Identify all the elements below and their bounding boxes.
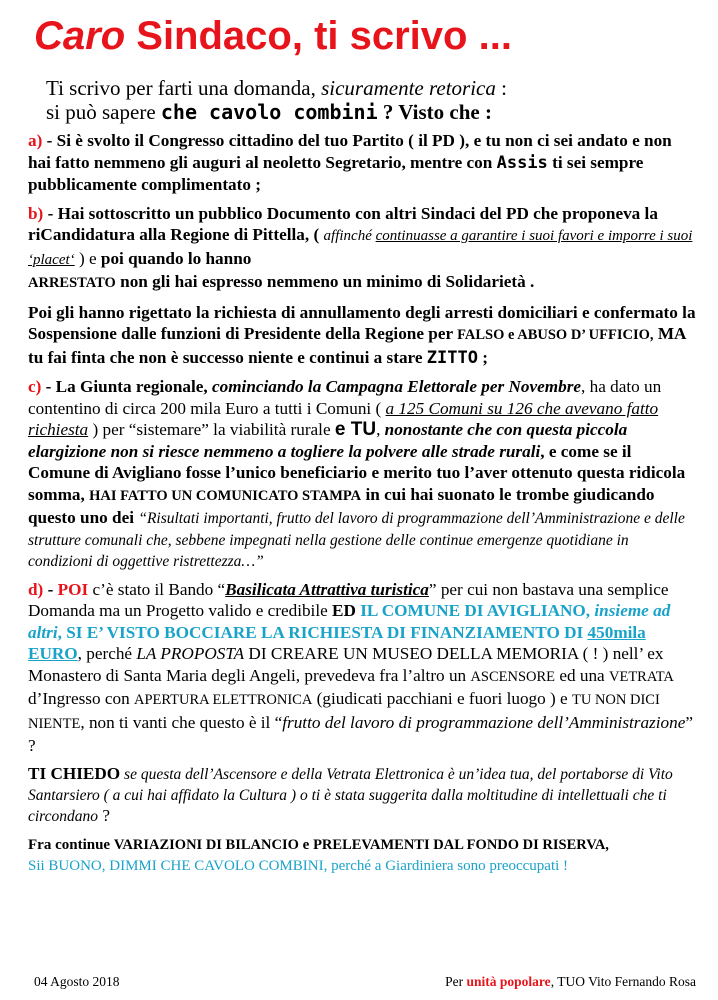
point-letter: c) [28, 377, 42, 396]
point-italic: a 125 Comuni su 126 che avevano fatto richiesta [28, 398, 659, 439]
point-text: Poi gli hanno rigettato la richiesta di annullamento degli arresti domiciliari e confermato la Sospensione dalle funzioni di Presidente della Regione per [28, 302, 696, 343]
point-text: - Si è svolto il Congresso cittadino del tuo Partito ( il PD ), e tu non ci sei andato e non hai fatto nemmeno gli auguri al neoletto Segretario, mentre con [28, 131, 672, 172]
point-text: ; [477, 347, 489, 367]
point-text: ) per “sistemare” la viabilità rurale [88, 420, 335, 439]
point-caps: ASCENSORE [470, 668, 556, 685]
point-text: , [376, 420, 385, 439]
point-text: ti sei sempre pubblicamente complimentato ; [28, 152, 644, 194]
point-text: ” per cui non bastava una semplice Domanda ma un Progetto valido e credibile [28, 579, 669, 620]
footer [34, 974, 696, 990]
point-caps: ARRESTATO [28, 275, 116, 291]
footer-unita: unità popolare [466, 974, 551, 989]
question-text: se questa dell’Ascensore e della Vetrata Elettronica è un’idea tua, del portaborse di Vito Santarsiero ( a cui hai affidato la Cultura ) o ti è stata suggerita dalla moltitudine di intellettuali che ti circondano [28, 765, 673, 825]
point-text: non gli hai espresso nemmeno un minimo di Solidarietà . [115, 272, 535, 291]
point-text: (giudicati pacchiani e fuori luogo ) e [312, 689, 572, 708]
point-text: in cui hai suonato le trombe giudicando questo uno dei [28, 484, 655, 527]
point-text: - Hai sottoscritto un pubblico Documento con altri Sindaci del PD che proponeva la riCandidatura alla Regione di Pittella, ( [28, 203, 658, 244]
point-text: , perché [77, 644, 137, 663]
closing-blue-line: Sii BUONO, DIMMI CHE CAVOLO COMBINI, perché a Giardiniera sono preoccupati ! [28, 857, 569, 874]
point-italic: continuasse a garantire i suoi favori e imporre i suoi ‘placet‘ [28, 228, 693, 268]
intro-text: si può sapere [46, 100, 161, 124]
point-letter: a) [28, 131, 43, 150]
point-text: ) e [74, 248, 101, 268]
question-lead: TI CHIEDO [28, 763, 121, 783]
point-b-continued [28, 302, 696, 370]
point-bando: Basilicata Attrattiva turistica [225, 579, 429, 599]
intro-italic: sicuramente retorica [321, 76, 496, 100]
question-paragraph [28, 764, 696, 827]
point-letter: b) [28, 203, 44, 223]
point-ed: ED [332, 601, 356, 620]
footer-date: 04 Agosto 2018 [34, 974, 120, 989]
closing-caps: PRELEVAMENTI DAL FONDO DI RISERVA, [313, 836, 609, 853]
point-text: ed una [555, 665, 609, 685]
point-text: MA tu fai finta che non è successo niente e continui a stare [28, 324, 686, 367]
closing-text: Fra continue [28, 836, 114, 853]
intro-paragraph [46, 76, 696, 124]
point-text: , ha dato un contentino di circa 200 mila Euro a tutti i Comuni ( [28, 377, 662, 418]
point-poi: POI [57, 579, 89, 599]
closing-text: e [298, 836, 314, 853]
point-c [28, 376, 696, 572]
point-text: poi quando lo hanno [100, 248, 252, 268]
point-text: DI CREARE UN MUSEO DELLA MEMORIA ( ! ) nell’ ex Monastero di Santa Maria degli Angeli, prevedeva fra l’altro un [28, 644, 664, 685]
point-b [28, 203, 696, 295]
title-rest: Sindaco, ti scrivo ... [136, 14, 512, 58]
question-end: ? [98, 805, 110, 825]
intro-text: Ti scrivo per farti una domanda, [46, 76, 322, 100]
point-etu: e TU [334, 419, 377, 440]
point-text: - La Giunta regionale, [41, 377, 212, 396]
point-caps: VETRATA [608, 668, 674, 685]
point-name: Assis [496, 152, 548, 173]
point-italic: LA PROPOSTA [136, 644, 245, 663]
footer-text: , TUO Vito Fernando Rosa [550, 974, 696, 989]
point-d [28, 579, 696, 757]
point-italic: nonostante che con questa piccola elargizione non si riesce nemmeno a togliere la polvere alle strade rurali [28, 420, 628, 461]
point-text: , e come se il Comune di Avigliano fosse l’unico beneficiario e merito tuo l’aver ottenuto questa ridicola somma, [28, 441, 686, 504]
point-letter: d) [28, 579, 44, 599]
point-blue-italic: insieme ad altri [28, 601, 671, 642]
intro-text: ? Visto che : [377, 100, 492, 124]
footer-text: Per [445, 974, 467, 989]
point-text: ” ? [28, 712, 693, 755]
page-title [34, 10, 696, 62]
point-quote: “Risultati importanti, frutto del lavoro di programmazione dell’Amministrazione e delle strutture comunali che, sebbene impegnati nella gestione delle continue emergenze quotidiane in condizioni di oggettive ristrettezza…” [28, 510, 685, 570]
point-caps: FALSO e ABUSO D’ UFFICIO, [457, 327, 654, 343]
point-caps: APERTURA ELETTRONICA [133, 692, 313, 708]
point-blue: , SI E’ VISTO BOCCIARE LA RICHIESTA DI FINANZIAMENTO DI [57, 622, 588, 642]
intro-emphasis: che cavolo combini [160, 100, 378, 124]
point-caps: TU NON DICI NIENTE [28, 692, 660, 732]
point-italic: frutto del lavoro di programmazione dell’Amministrazione [282, 712, 686, 732]
point-text: - [43, 579, 58, 599]
closing-caps: VARIAZIONI DI BILANCIO [113, 836, 299, 853]
title-caro: Caro [34, 14, 126, 58]
point-blue: IL COMUNE DI AVIGLIANO, [355, 601, 595, 620]
point-italic: affinché [323, 228, 376, 244]
closing-paragraph [28, 835, 696, 877]
point-a [28, 130, 696, 196]
footer-signature [445, 974, 696, 990]
point-text: d’Ingresso con [28, 689, 134, 708]
point-zitto: ZITTO [426, 347, 478, 368]
point-blue-amount: 450mila EURO [28, 622, 646, 663]
point-text: c’è stato il Bando “ [88, 579, 226, 599]
intro-text: : [495, 76, 507, 100]
point-italic: cominciando la Campagna Elettorale per Novembre [211, 377, 582, 396]
point-caps: HAI FATTO UN COMUNICATO STAMPA [89, 487, 362, 504]
point-text: , non ti vanti che questo è il “ [80, 712, 283, 732]
